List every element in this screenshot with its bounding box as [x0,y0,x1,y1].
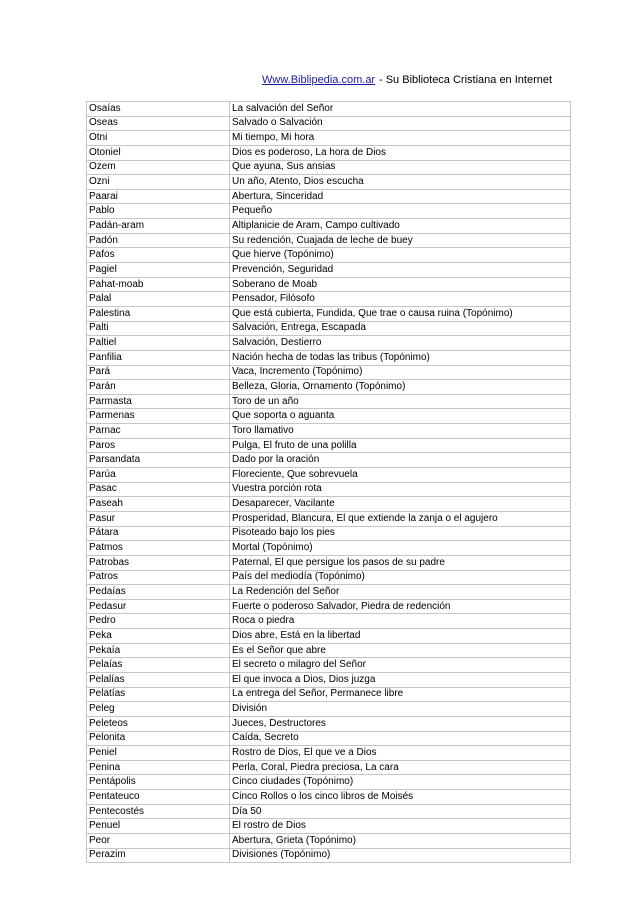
meaning-cell: Soberano de Moab [230,277,571,292]
meaning-cell: Mi tiempo, Mi hora [230,131,571,146]
name-cell: Palti [87,321,230,336]
meaning-cell: Salvación, Destierro [230,336,571,351]
meaning-cell: Perla, Coral, Piedra preciosa, La cara [230,760,571,775]
name-cell: Pelaías [87,658,230,673]
meaning-cell: Cinco ciudades (Topónimo) [230,775,571,790]
name-cell: Penina [87,760,230,775]
meaning-cell: El secreto o milagro del Señor [230,658,571,673]
meaning-cell: Desaparecer, Vacilante [230,497,571,512]
table-row [87,438,571,453]
table-row [87,687,571,702]
meaning-cell: Que está cubierta, Fundida, Que trae o causa ruina (Topónimo) [230,306,571,321]
table-row [87,629,571,644]
meaning-cell: Dios es poderoso, La hora de Dios [230,145,571,160]
table-row [87,643,571,658]
meaning-cell: Pisoteado bajo los pies [230,526,571,541]
name-cell: Pátara [87,526,230,541]
meaning-cell: Vaca, Incremento (Topónimo) [230,365,571,380]
table-row [87,189,571,204]
name-cell: Patros [87,570,230,585]
meaning-cell: El que invoca a Dios, Dios juzga [230,672,571,687]
table-row [87,731,571,746]
name-cell: Paseah [87,497,230,512]
meaning-cell: Roca o piedra [230,614,571,629]
name-cell: Ozni [87,175,230,190]
meaning-cell: Un año, Atento, Dios escucha [230,175,571,190]
meaning-cell: Pulga, El fruto de una polilla [230,438,571,453]
name-cell: Parmasta [87,394,230,409]
table-row [87,336,571,351]
table-row [87,131,571,146]
meaning-cell: La salvación del Señor [230,102,571,117]
meaning-cell: Vuestra porción rota [230,482,571,497]
name-cell: Peka [87,629,230,644]
meaning-cell: Rostro de Dios, El que ve a Dios [230,746,571,761]
names-table-body [87,102,571,863]
name-cell: Perazim [87,848,230,863]
table-row [87,760,571,775]
table-row [87,468,571,483]
table-row [87,614,571,629]
meaning-cell: Pensador, Filósofo [230,292,571,307]
name-cell: Peleg [87,702,230,717]
table-row [87,702,571,717]
name-cell: Patmos [87,541,230,556]
meaning-cell: Divisiones (Topónimo) [230,848,571,863]
table-row [87,175,571,190]
table-row [87,248,571,263]
name-cell: Palal [87,292,230,307]
meaning-cell: Nación hecha de todas las tribus (Topónimo) [230,350,571,365]
table-row [87,233,571,248]
table-row [87,277,571,292]
meaning-cell: Pequeño [230,204,571,219]
table-row [87,819,571,834]
table-row [87,497,571,512]
name-cell: Pelonita [87,731,230,746]
meaning-cell: País del mediodía (Topónimo) [230,570,571,585]
meaning-cell: Es el Señor que abre [230,643,571,658]
name-cell: Pentápolis [87,775,230,790]
name-cell: Pedasur [87,599,230,614]
meaning-cell: Que soporta o aguanta [230,409,571,424]
name-cell: Parnac [87,424,230,439]
meaning-cell: Caída, Secreto [230,731,571,746]
name-cell: Penuel [87,819,230,834]
table-row [87,599,571,614]
name-cell: Padán-aram [87,219,230,234]
table-row [87,585,571,600]
meaning-cell: Dios abre, Está en la libertad [230,629,571,644]
meaning-cell: Que ayuna, Sus ansias [230,160,571,175]
name-cell: Pelalías [87,672,230,687]
meaning-cell: Mortal (Topónimo) [230,541,571,556]
name-cell: Parúa [87,468,230,483]
name-cell: Pasur [87,511,230,526]
table-row [87,746,571,761]
name-cell: Pahat-moab [87,277,230,292]
meaning-cell: Prevención, Seguridad [230,263,571,278]
table-row [87,380,571,395]
meaning-cell: La Redención del Señor [230,585,571,600]
name-cell: Paarai [87,189,230,204]
meaning-cell: Abertura, Grieta (Topónimo) [230,834,571,849]
name-cell: Pafos [87,248,230,263]
meaning-cell: Abertura, Sinceridad [230,189,571,204]
meaning-cell: Prosperidad, Blancura, El que extiende la zanja o el agujero [230,511,571,526]
name-cell: Parán [87,380,230,395]
name-cell: Peor [87,834,230,849]
table-row [87,204,571,219]
table-row [87,160,571,175]
table-row [87,482,571,497]
meaning-cell: Floreciente, Que sobrevuela [230,468,571,483]
table-row [87,409,571,424]
name-cell: Pelatías [87,687,230,702]
table-row [87,570,571,585]
name-cell: Palestina [87,306,230,321]
name-cell: Panfilia [87,350,230,365]
table-row [87,775,571,790]
meaning-cell: Paternal, El que persigue los pasos de su padre [230,555,571,570]
meaning-cell: Jueces, Destructores [230,716,571,731]
name-cell: Pedaías [87,585,230,600]
table-row [87,658,571,673]
meaning-cell: Salvación, Entrega, Escapada [230,321,571,336]
meaning-cell: Que hierve (Topónimo) [230,248,571,263]
table-row [87,321,571,336]
meaning-cell: Fuerte o poderoso Salvador, Piedra de redención [230,599,571,614]
table-row [87,804,571,819]
meaning-cell: La entrega del Señor, Permanece libre [230,687,571,702]
meaning-cell: Día 50 [230,804,571,819]
name-cell: Pará [87,365,230,380]
meaning-cell: Altiplanicie de Aram, Campo cultivado [230,219,571,234]
meaning-cell: Toro llamativo [230,424,571,439]
name-cell: Pasac [87,482,230,497]
name-cell: Peniel [87,746,230,761]
table-row [87,790,571,805]
name-cell: Parmenas [87,409,230,424]
meaning-cell: Toro de un año [230,394,571,409]
table-row [87,555,571,570]
table-row [87,219,571,234]
table-row [87,263,571,278]
name-cell: Otni [87,131,230,146]
name-cell: Pentateuco [87,790,230,805]
table-row [87,116,571,131]
table-row [87,511,571,526]
name-cell: Oseas [87,116,230,131]
name-cell: Pekaía [87,643,230,658]
name-cell: Patrobas [87,555,230,570]
table-row [87,350,571,365]
table-row [87,365,571,380]
table-row [87,834,571,849]
table-row [87,424,571,439]
table-row [87,716,571,731]
name-cell: Pedro [87,614,230,629]
table-row [87,292,571,307]
name-cell: Parsandata [87,453,230,468]
meaning-cell: Cinco Rollos o los cinco libros de Moisés [230,790,571,805]
name-cell: Paltiel [87,336,230,351]
name-cell: Padón [87,233,230,248]
name-cell: Pablo [87,204,230,219]
meaning-cell: Dado por la oración [230,453,571,468]
meaning-cell: Su redención, Cuajada de leche de buey [230,233,571,248]
meaning-cell: División [230,702,571,717]
table-row [87,672,571,687]
meaning-cell: El rostro de Dios [230,819,571,834]
table-row [87,526,571,541]
name-cell: Peleteos [87,716,230,731]
table-row [87,306,571,321]
table-row [87,453,571,468]
name-cell: Pentecostés [87,804,230,819]
table-row [87,848,571,863]
table-row [87,394,571,409]
meaning-cell: Belleza, Gloria, Ornamento (Topónimo) [230,380,571,395]
name-cell: Ozem [87,160,230,175]
table-row [87,541,571,556]
site-link[interactable]: Www.Biblipedia.com.ar [262,74,376,86]
table-row [87,102,571,117]
name-cell: Otoniel [87,145,230,160]
name-cell: Pagiel [87,263,230,278]
table-row [87,145,571,160]
meaning-cell: Salvado o Salvación [230,116,571,131]
name-cell: Osaías [87,102,230,117]
names-table [86,101,571,863]
name-cell: Paros [87,438,230,453]
site-tagline: - Su Biblioteca Cristiana en Internet [379,74,553,86]
